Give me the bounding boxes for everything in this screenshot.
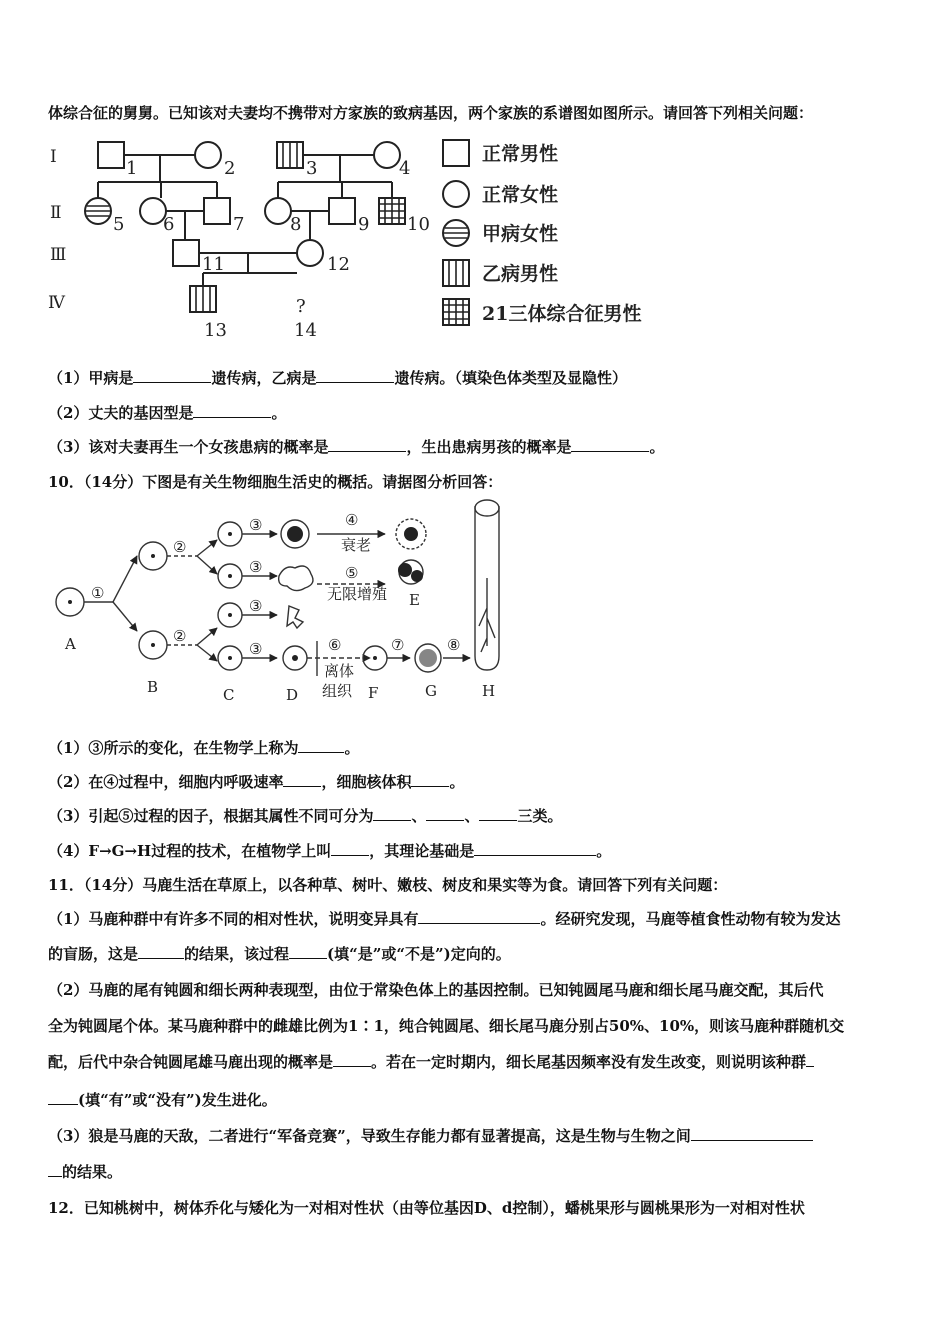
answer-blank-start[interactable] [806,1052,814,1067]
pedigree-chart [40,132,680,347]
answer-blank[interactable] [426,806,464,821]
q10-heading: 10．（14分）下图是有关生物细胞生活史的概括。请据图分析回答： [48,473,503,491]
ind-7-male [204,198,230,224]
label-f: F [368,684,379,702]
step-5: ⑤ [345,564,359,582]
answer-blank[interactable] [48,1090,78,1105]
gen-label-2: Ⅱ [50,203,62,223]
answer-blank[interactable] [571,437,649,452]
cancer-blob-1 [398,563,412,577]
ind-1-male [98,142,124,168]
nucleus-dot [292,655,298,661]
ind-num: 5 [113,214,125,235]
q9-part3: （3）该对夫妻再生一个女孩患病的概率是 ，生出患病男孩的概率是 。 [48,438,665,456]
step-2-upper: ② [173,538,187,556]
ind-11-male [173,240,199,266]
nucleus-dot [228,574,232,578]
step-3: ③ [249,640,263,658]
nucleus-dot [228,613,232,617]
answer-blank[interactable] [418,909,540,924]
cell-d-neuron [287,606,303,628]
plantlet [479,578,495,652]
answer-blank[interactable] [133,368,211,383]
q11-part2-line4: (填“有”或“没有”)发生进化。 [48,1090,277,1110]
nucleus-dot [373,656,377,660]
cancer-blob-2 [411,570,423,582]
ind-num: 13 [204,320,227,341]
intro-text: 体综合征的舅舅。已知该对夫妻均不携带对方家族的致病基因，两个家族的系谱图如图所示。请回答下列相关问题： [48,104,814,122]
ind-num: 6 [163,214,175,235]
q9-part1: （1）甲病是 遗传病，乙病是 遗传病。（填染色体类型及显隐性） [48,369,627,387]
answer-blank[interactable] [691,1126,813,1141]
q12-heading: 12．已知桃树中，树体乔化与矮化为一对相对性状（由等位基因D、d控制），蟠桃果形与圆桃果形为一对相对性状 [48,1199,805,1217]
label-a: A [65,635,76,653]
callus-texture [419,649,437,667]
nucleus-dot [228,532,232,536]
legend-normal-female-icon [443,181,469,207]
gen-label-1: Ⅰ [50,147,57,167]
legend-label: 正常男性 [482,143,559,165]
gen-label-4: Ⅳ [48,293,65,313]
nucleus-dark [287,526,303,542]
step-3: ③ [249,516,263,534]
answer-blank[interactable] [138,944,184,959]
ind-num: 9 [358,214,370,235]
answer-blank[interactable] [333,1052,371,1067]
label-g: G [425,682,437,700]
nucleus-dot [151,554,155,558]
answer-blank[interactable] [328,437,406,452]
proliferation-label: 无限增殖 [327,585,388,603]
step-8: ⑧ [447,636,461,654]
label-d: D [286,686,299,704]
ind-2-female [195,142,221,168]
label-b: B [147,678,159,696]
legend-label: 乙病男性 [482,263,559,285]
nucleus-dot [68,600,72,604]
ind-9-male [329,198,355,224]
answer-blank-end[interactable] [48,1162,62,1177]
answer-blank[interactable] [373,806,411,821]
ind-num: 14 [294,320,317,341]
ind-num: 12 [327,254,350,275]
q10-part3: （3）引起⑤过程的因子，根据其属性不同可分为 、 、 三类。 [48,807,563,825]
isolated-label-1: 离体 [324,662,355,680]
q11-part1-line1: （1）马鹿种群中有许多不同的相对性状，说明变异具有 。经研究发现，马鹿等植食性动物有较为发达 [48,910,841,928]
legend-label: 正常女性 [482,184,559,206]
q11-part2-line3: 配，后代中杂合钝圆尾雄马鹿出现的概率是 。若在一定时期内，细长尾基因频率没有发生改变，则说明该种群 [48,1052,814,1072]
legend-label: 21三体综合征男性 [482,303,642,325]
nucleus-dot [151,643,155,647]
ind-num: 7 [233,214,245,235]
gen-label-3: Ⅲ [50,245,67,265]
answer-blank[interactable] [474,841,596,856]
step-1: ① [91,584,105,602]
legend-normal-male-icon [443,140,469,166]
step-2-lower: ② [173,627,187,645]
step-6: ⑥ [328,636,342,654]
ind-num: 2 [224,158,236,179]
cell-d-cancer-like [279,566,313,591]
answer-blank[interactable] [289,944,327,959]
answer-blank[interactable] [411,772,449,787]
cell-life-history-figure [45,498,525,708]
q11-part3-line2: 的结果。 [48,1162,122,1182]
unknown-mark: ? [296,296,306,317]
ind-4-female [374,142,400,168]
ind-num: 3 [306,158,318,179]
q11-part2-line1: （2）马鹿的尾有钝圆和细长两种表现型，由位于常染色体上的基因控制。已知钝圆尾马鹿和细长尾马鹿交配，其后代 [48,981,824,999]
ind-num: 4 [399,158,411,179]
nucleus-aging [404,527,418,541]
label-e: E [409,591,420,609]
q10-part1: （1）③所示的变化，在生物学上称为 。 [48,739,360,757]
label-h: H [482,682,496,700]
aging-label: 衰老 [341,536,372,554]
q11-heading: 11．（14分）马鹿生活在草原上，以各种草、树叶、嫩枝、树皮和果实等为食。请回答下列有关问题： [48,876,728,894]
nucleus-dot [228,656,232,660]
step-3: ③ [249,558,263,576]
ind-8-female [265,198,291,224]
q10-part4: （4）F→G→H过程的技术，在植物学上叫 ，其理论基础是 。 [48,842,612,860]
q9-part2: （2）丈夫的基因型是 。 [48,404,287,422]
answer-blank[interactable] [298,738,344,753]
step-4: ④ [345,511,359,529]
ind-12-female [297,240,323,266]
q10-part2: （2）在④过程中，细胞内呼吸速率 ，细胞核体积 。 [48,773,465,791]
isolated-label-2: 组织 [322,682,353,700]
answer-blank[interactable] [331,841,369,856]
q11-part3-line1: （3）狼是马鹿的天敌，二者进行“军备竞赛”，导致生存能力都有显著提高，这是生物与生物之间 [48,1126,813,1146]
q11-part2-line2: 全为钝圆尾个体。某马鹿种群中的雌雄比例为1∶1，纯合钝圆尾、细长尾马鹿分别占50%、10%，则该马鹿种群随机交 [48,1017,845,1035]
step-7: ⑦ [391,636,405,654]
step-3: ③ [249,597,263,615]
answer-blank[interactable] [193,403,271,418]
answer-blank[interactable] [316,368,394,383]
ind-num: 11 [202,254,225,275]
label-c: C [223,686,235,704]
ind-num: 10 [407,214,430,235]
q11-part1-line2: 的盲肠，这是 的结果，该过程 (填“是”或“不是”)定向的。 [48,945,511,963]
answer-blank[interactable] [283,772,321,787]
answer-blank[interactable] [479,806,517,821]
ind-num: 8 [290,214,302,235]
ind-num: 1 [126,158,138,179]
legend-label: 甲病女性 [482,223,559,245]
